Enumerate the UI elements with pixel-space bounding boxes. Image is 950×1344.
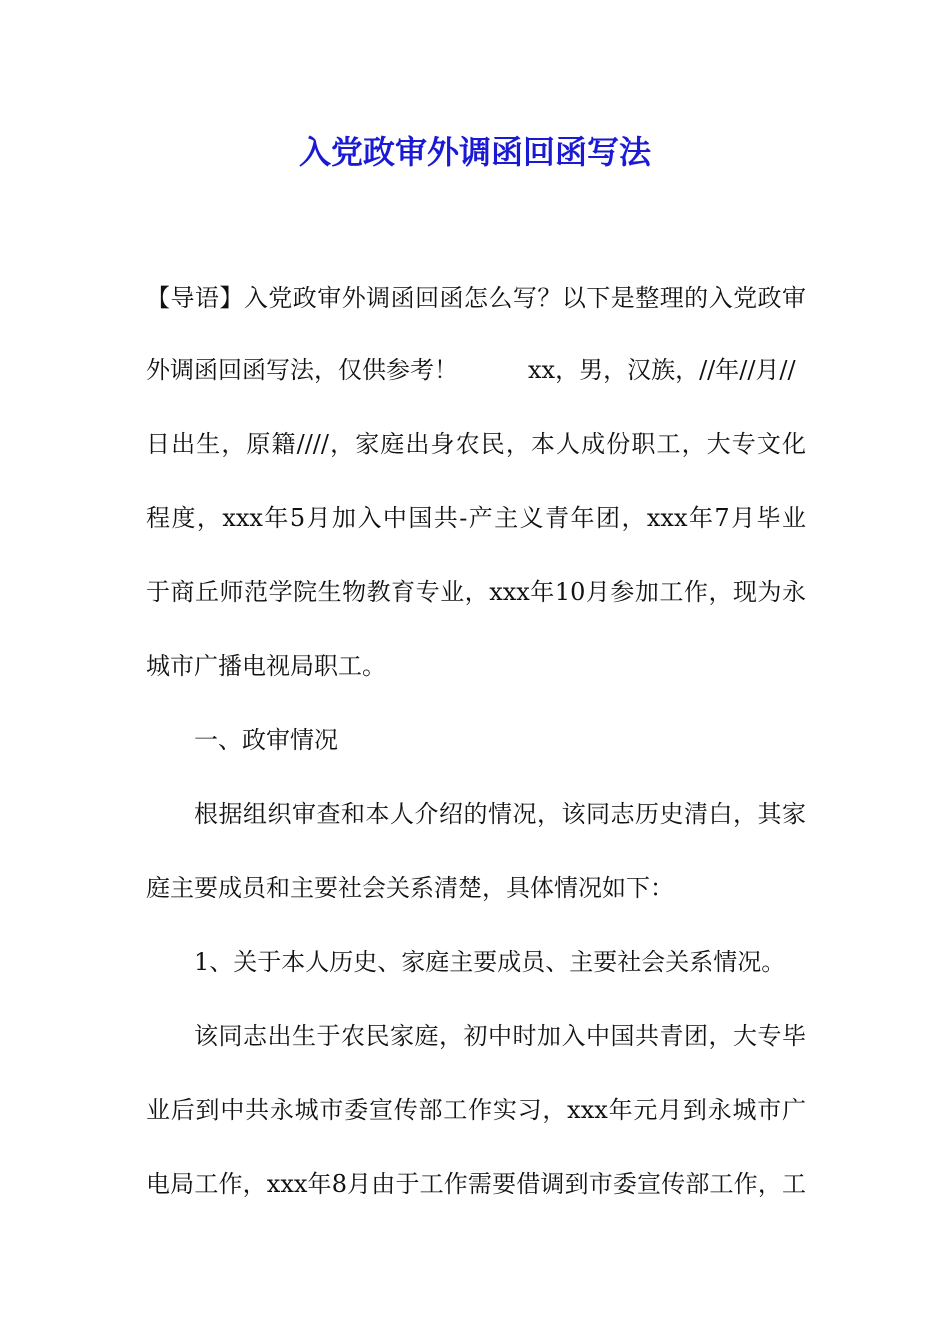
section-heading: 一、政审情况: [194, 726, 338, 754]
text-line-13: 电局工作，xxx年8月由于工作需要借调到市委宣传部工作，工: [146, 1170, 806, 1198]
text-line-9: 庭主要成员和主要社会关系清楚，具体情况如下：: [146, 874, 674, 902]
text-line-11: 该同志出生于农民家庭，初中时加入中国共青团，大专毕: [194, 1022, 806, 1050]
text-line-2-part-a: 外调函回函写法，仅供参考！: [146, 356, 458, 384]
text-line-2-part-b: xx，男，汉族，//年//月//: [528, 356, 796, 384]
text-line-2: [146, 352, 806, 388]
document-title: 入党政审外调函回函写法: [298, 133, 651, 171]
text-line-1: 【导语】入党政审外调函回函怎么写？以下是整理的入党政审: [146, 284, 806, 312]
text-line-8: 根据组织审查和本人介绍的情况，该同志历史清白，其家: [194, 800, 806, 828]
subsection-heading: 1、关于本人历史、家庭主要成员、主要社会关系情况。: [194, 948, 786, 976]
text-line-4: 程度，xxx年5月加入中国共-产主义青年团，xxx年7月毕业: [146, 504, 806, 532]
text-line-6: 城市广播电视局职工。: [146, 652, 386, 680]
text-line-12: 业后到中共永城市委宣传部工作实习，xxx年元月到永城市广: [146, 1096, 806, 1124]
text-line-3: 日出生，原籍////，家庭出身农民，本人成份职工，大专文化: [146, 430, 806, 458]
text-line-5: 于商丘师范学院生物教育专业，xxx年10月参加工作，现为永: [146, 578, 806, 606]
